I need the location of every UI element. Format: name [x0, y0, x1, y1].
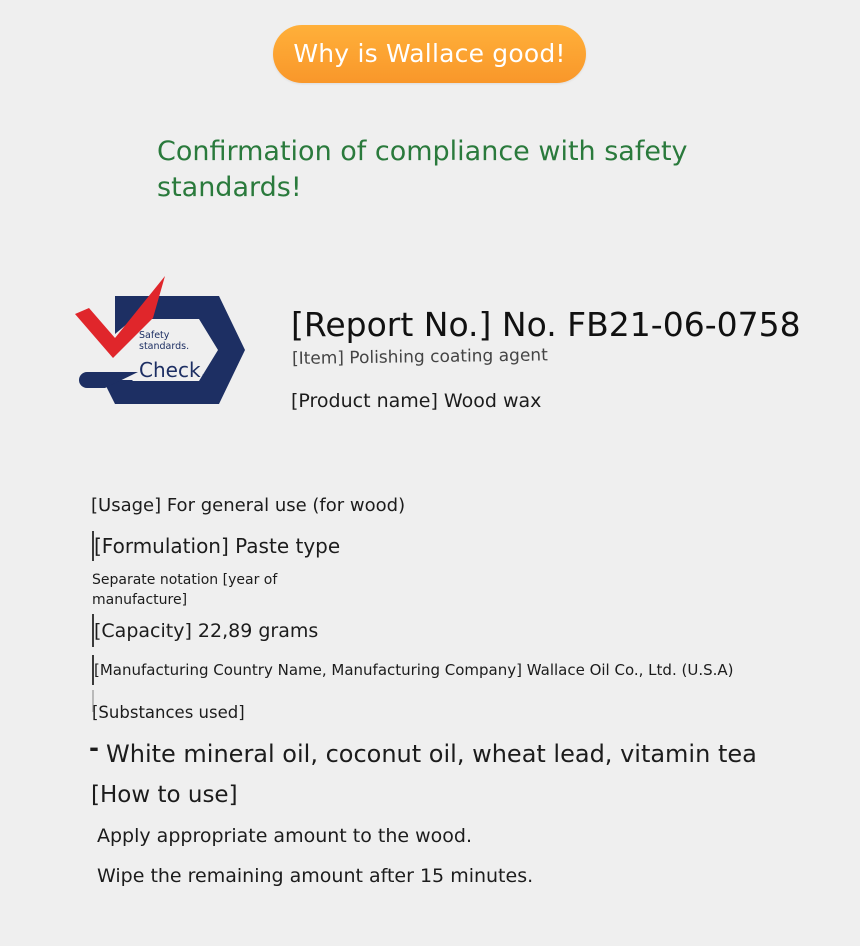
how-to-step-2: Wipe the remaining amount after 15 minutes.: [97, 865, 534, 887]
substances-list: White mineral oil, coconut oil, wheat lead, vitamin tea: [106, 740, 757, 768]
substances-heading: [Substances used]: [92, 703, 245, 722]
formulation-line: [Formulation] Paste type: [94, 534, 341, 558]
how-to-use-heading: [How to use]: [91, 782, 238, 808]
item-type: [Item] Polishing coating agent: [291, 345, 548, 369]
capacity-line: [Capacity] 22,89 grams: [94, 620, 319, 642]
compliance-headline: Confirmation of compliance with safety standards!: [157, 136, 688, 203]
manufacturer-line: [Manufacturing Country Name, Manufacturing Company] Wallace Oil Co., Ltd. (U.S.A): [94, 661, 734, 679]
logo-check-label: Check.: [139, 358, 207, 382]
manufacture-notation: Separate notation [year of manufacture]: [92, 572, 278, 608]
why-wallace-good-banner[interactable]: Why is Wallace good!: [273, 25, 586, 83]
usage-line: [Usage] For general use (for wood): [91, 495, 406, 516]
report-number: [Report No.] No. FB21-06-0758: [291, 305, 801, 344]
how-to-step-1: Apply appropriate amount to the wood.: [97, 825, 473, 847]
logo-small-text: Safety standards.: [139, 330, 190, 352]
product-name: [Product name] Wood wax: [291, 390, 542, 412]
substances-dash: -: [89, 734, 99, 762]
